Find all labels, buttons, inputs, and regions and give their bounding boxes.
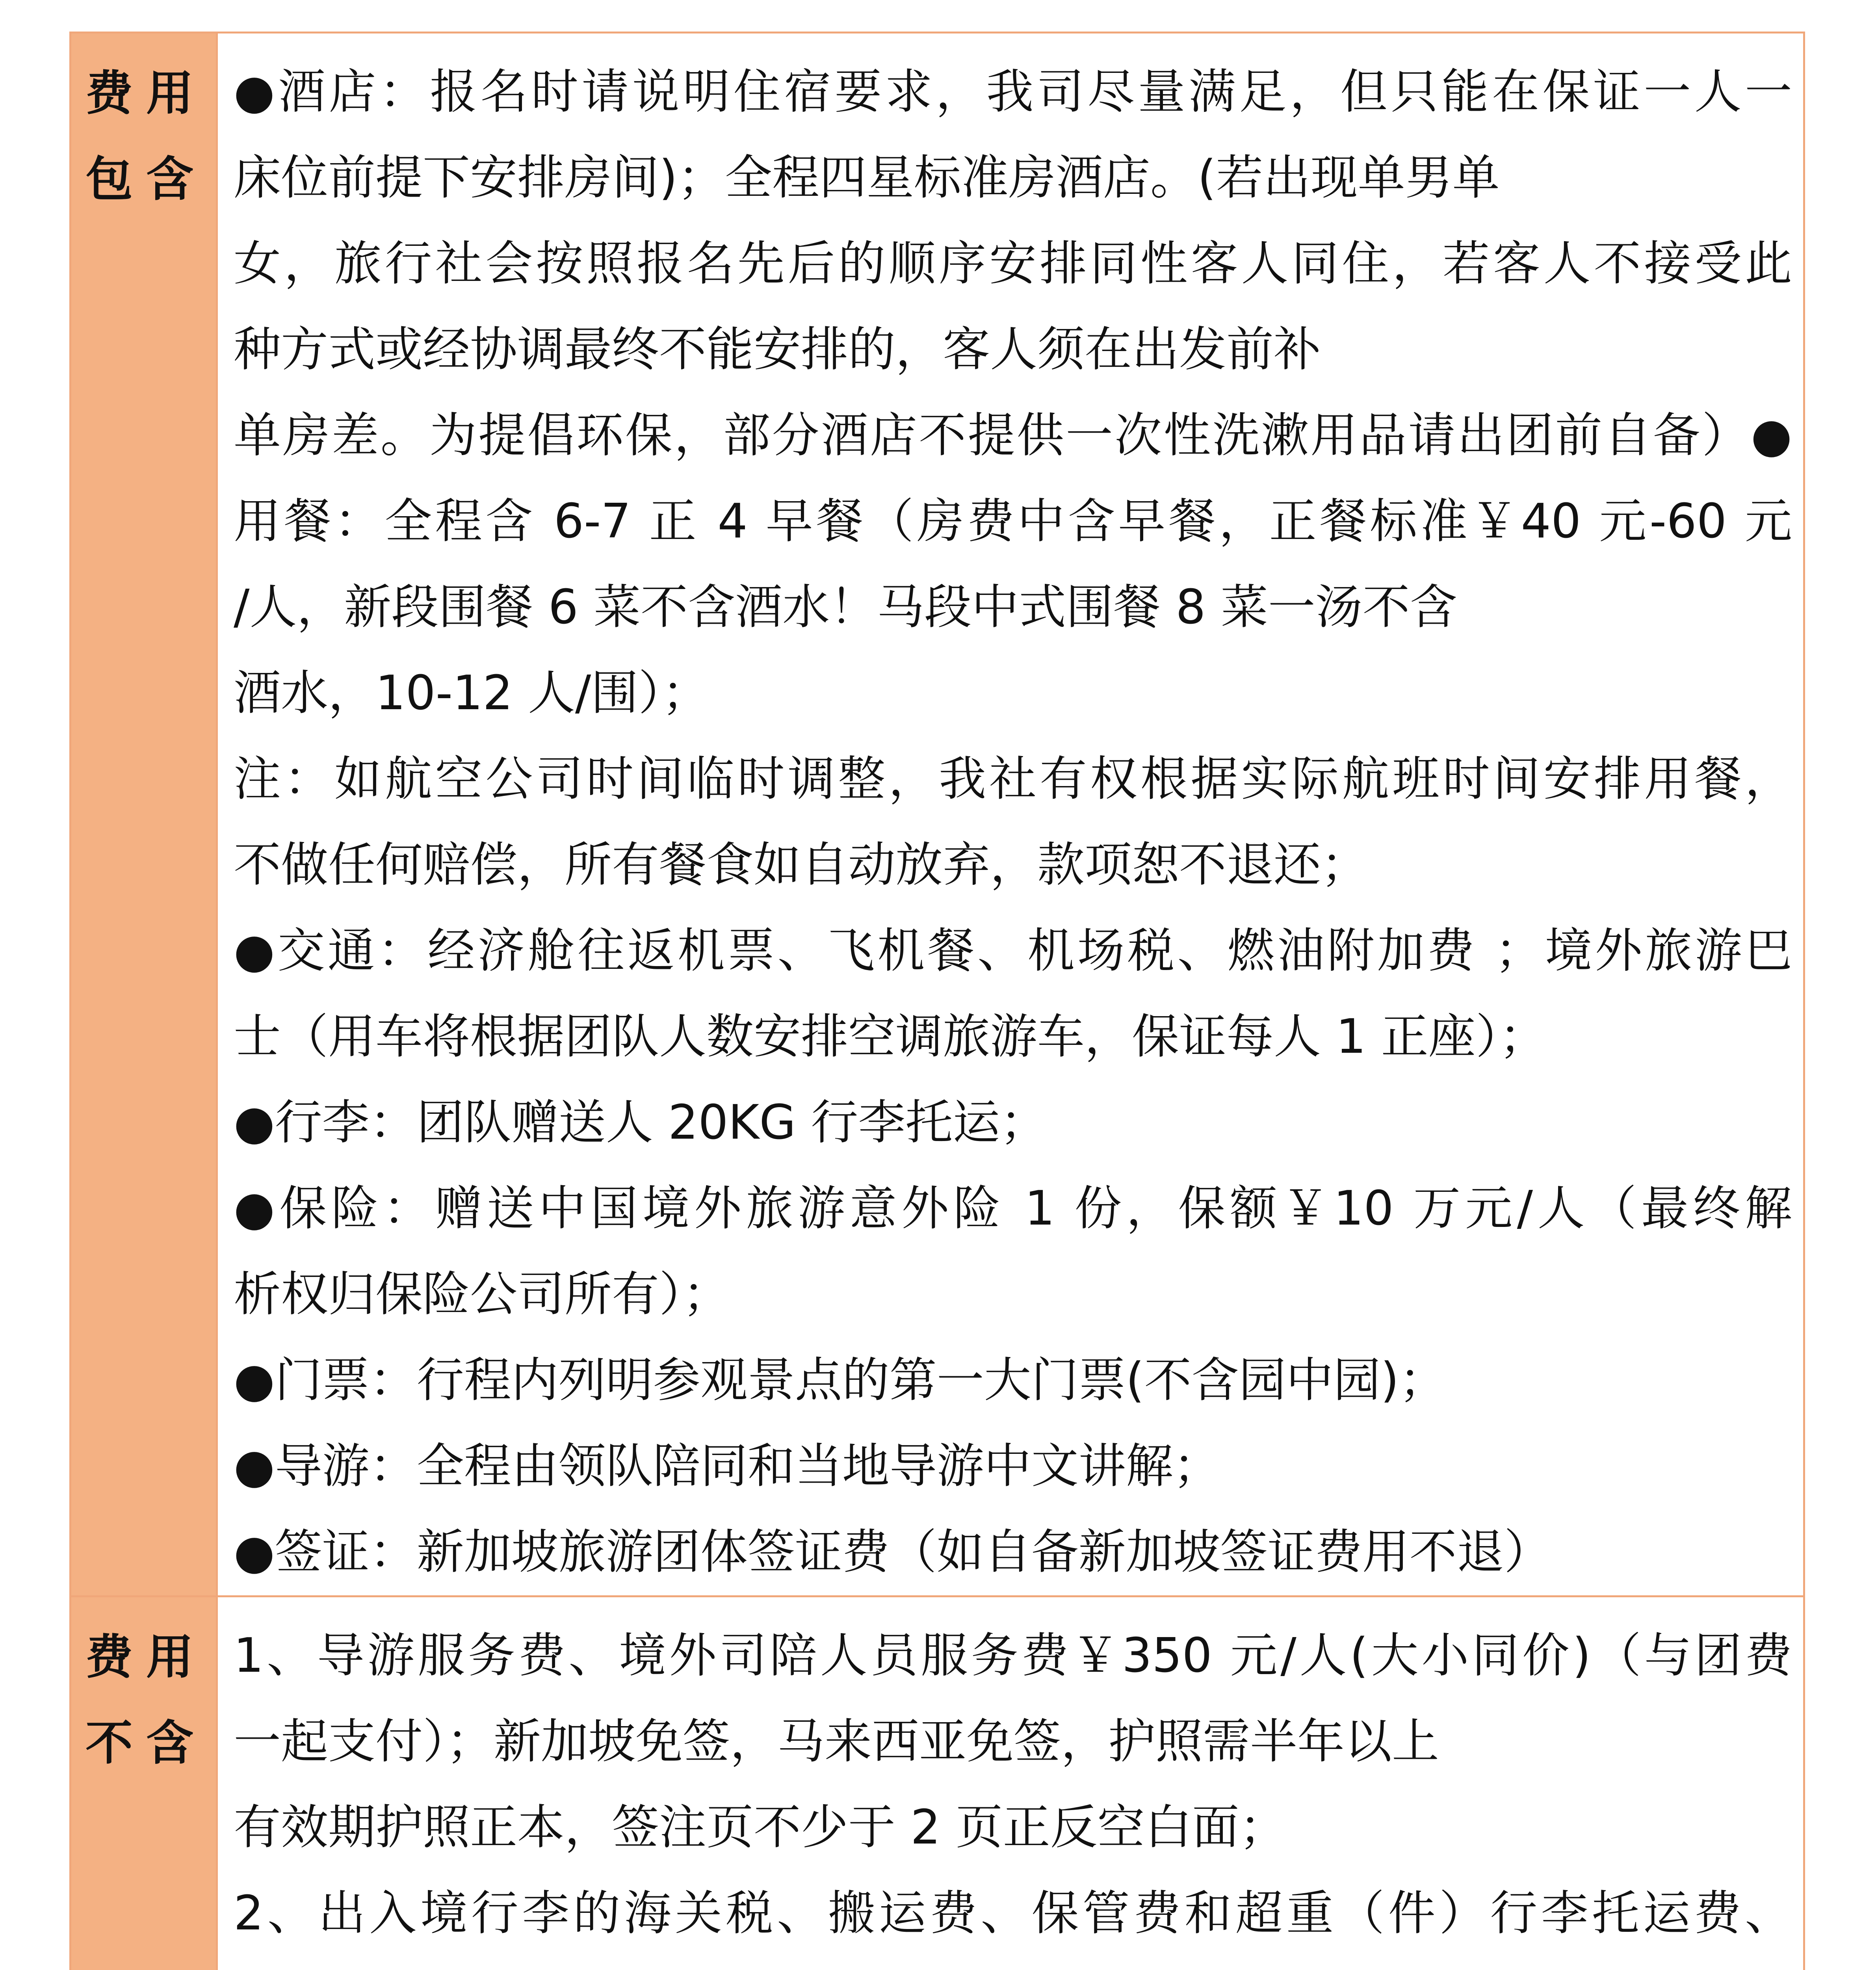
row-label-cell [71, 1596, 217, 1970]
fee-table-body [71, 33, 1804, 1970]
text-line: 酒水，10-12 人/围）； [234, 666, 710, 721]
text-line: ●门票：行程内列明参观景点的第一大门票(不含园中园)； [234, 1353, 1447, 1408]
text-line: ●酒店：报名时请说明住宿要求，我司尽量满足，但只能在保证一人一 [234, 65, 1792, 119]
text-line: 1、导游服务费、境外司陪人员服务费￥350 元/人(大小同价)（与团费 [234, 1628, 1792, 1683]
text-line: 士（用车将根据团队人数安排空调旅游车，保证每人 1 正座）； [234, 1009, 1547, 1064]
text-line: /人，新段围餐 6 菜不含酒水！马段中式围餐 8 菜一汤不含 [234, 580, 1457, 635]
row-content-cell [217, 33, 1804, 1596]
text-line: 床位前提下安排房间)；全程四星标准房酒店。(若出现单男单 [234, 151, 1500, 205]
text-line: 种方式或经协调最终不能安排的，客人须在出发前补 [234, 322, 1321, 377]
text-line: ●导游：全程由领队陪同和当地导游中文讲解； [234, 1439, 1220, 1494]
row-content-cell [217, 1596, 1804, 1970]
fee-included-row [71, 33, 1804, 1596]
text-line: 2、出入境行李的海关税、搬运费、保管费和超重（件）行李托运费、 [234, 1886, 1792, 1941]
fee-table [69, 32, 1805, 1970]
row-label-cell [71, 33, 217, 1596]
text-line: ●行李：团队赠送人 20KG 行李托运； [234, 1095, 1048, 1150]
text-line: 用餐：全程含 6-7 正 4 早餐（房费中含早餐，正餐标准￥40 元-60 元 [234, 494, 1792, 549]
text-line: ●保险：赠送中国境外旅游意外险 1 份，保额￥10 万元/人（最终解 [234, 1181, 1792, 1236]
text-line: 析权归保险公司所有）； [234, 1267, 730, 1322]
fee-excluded-row [71, 1596, 1804, 1970]
text-line: 注：如航空公司时间临时调整，我社有权根据实际航班时间安排用餐， [234, 752, 1792, 807]
text-line: ●交通：经济舱往返机票、飞机餐、机场税、燃油附加费 ；境外旅游巴 [234, 924, 1792, 978]
row-label: 费用 不含 [85, 1630, 207, 1771]
text-line: 单房差。为提倡环保，部分酒店不提供一次性洗漱用品请出团前自备）● [234, 408, 1792, 463]
text-line: 有效期护照正本，签注页不少于 2 页正反空白面； [234, 1800, 1287, 1855]
text-line [234, 1957, 1792, 1970]
text-line: 女，旅行社会按照报名先后的顺序安排同性客人同住，若客人不接受此 [234, 236, 1792, 291]
row-label: 费用 包含 [85, 66, 207, 207]
text-line: ●签证：新加坡旅游团体签证费（如自备新加坡签证费用不退） [234, 1525, 1551, 1580]
text-line: 不做任何赔偿，所有餐食如自动放弃，款项恕不退还； [234, 838, 1368, 892]
text-line: 一起支付）；新加坡免签，马来西亚免签，护照需半年以上 [234, 1714, 1439, 1769]
